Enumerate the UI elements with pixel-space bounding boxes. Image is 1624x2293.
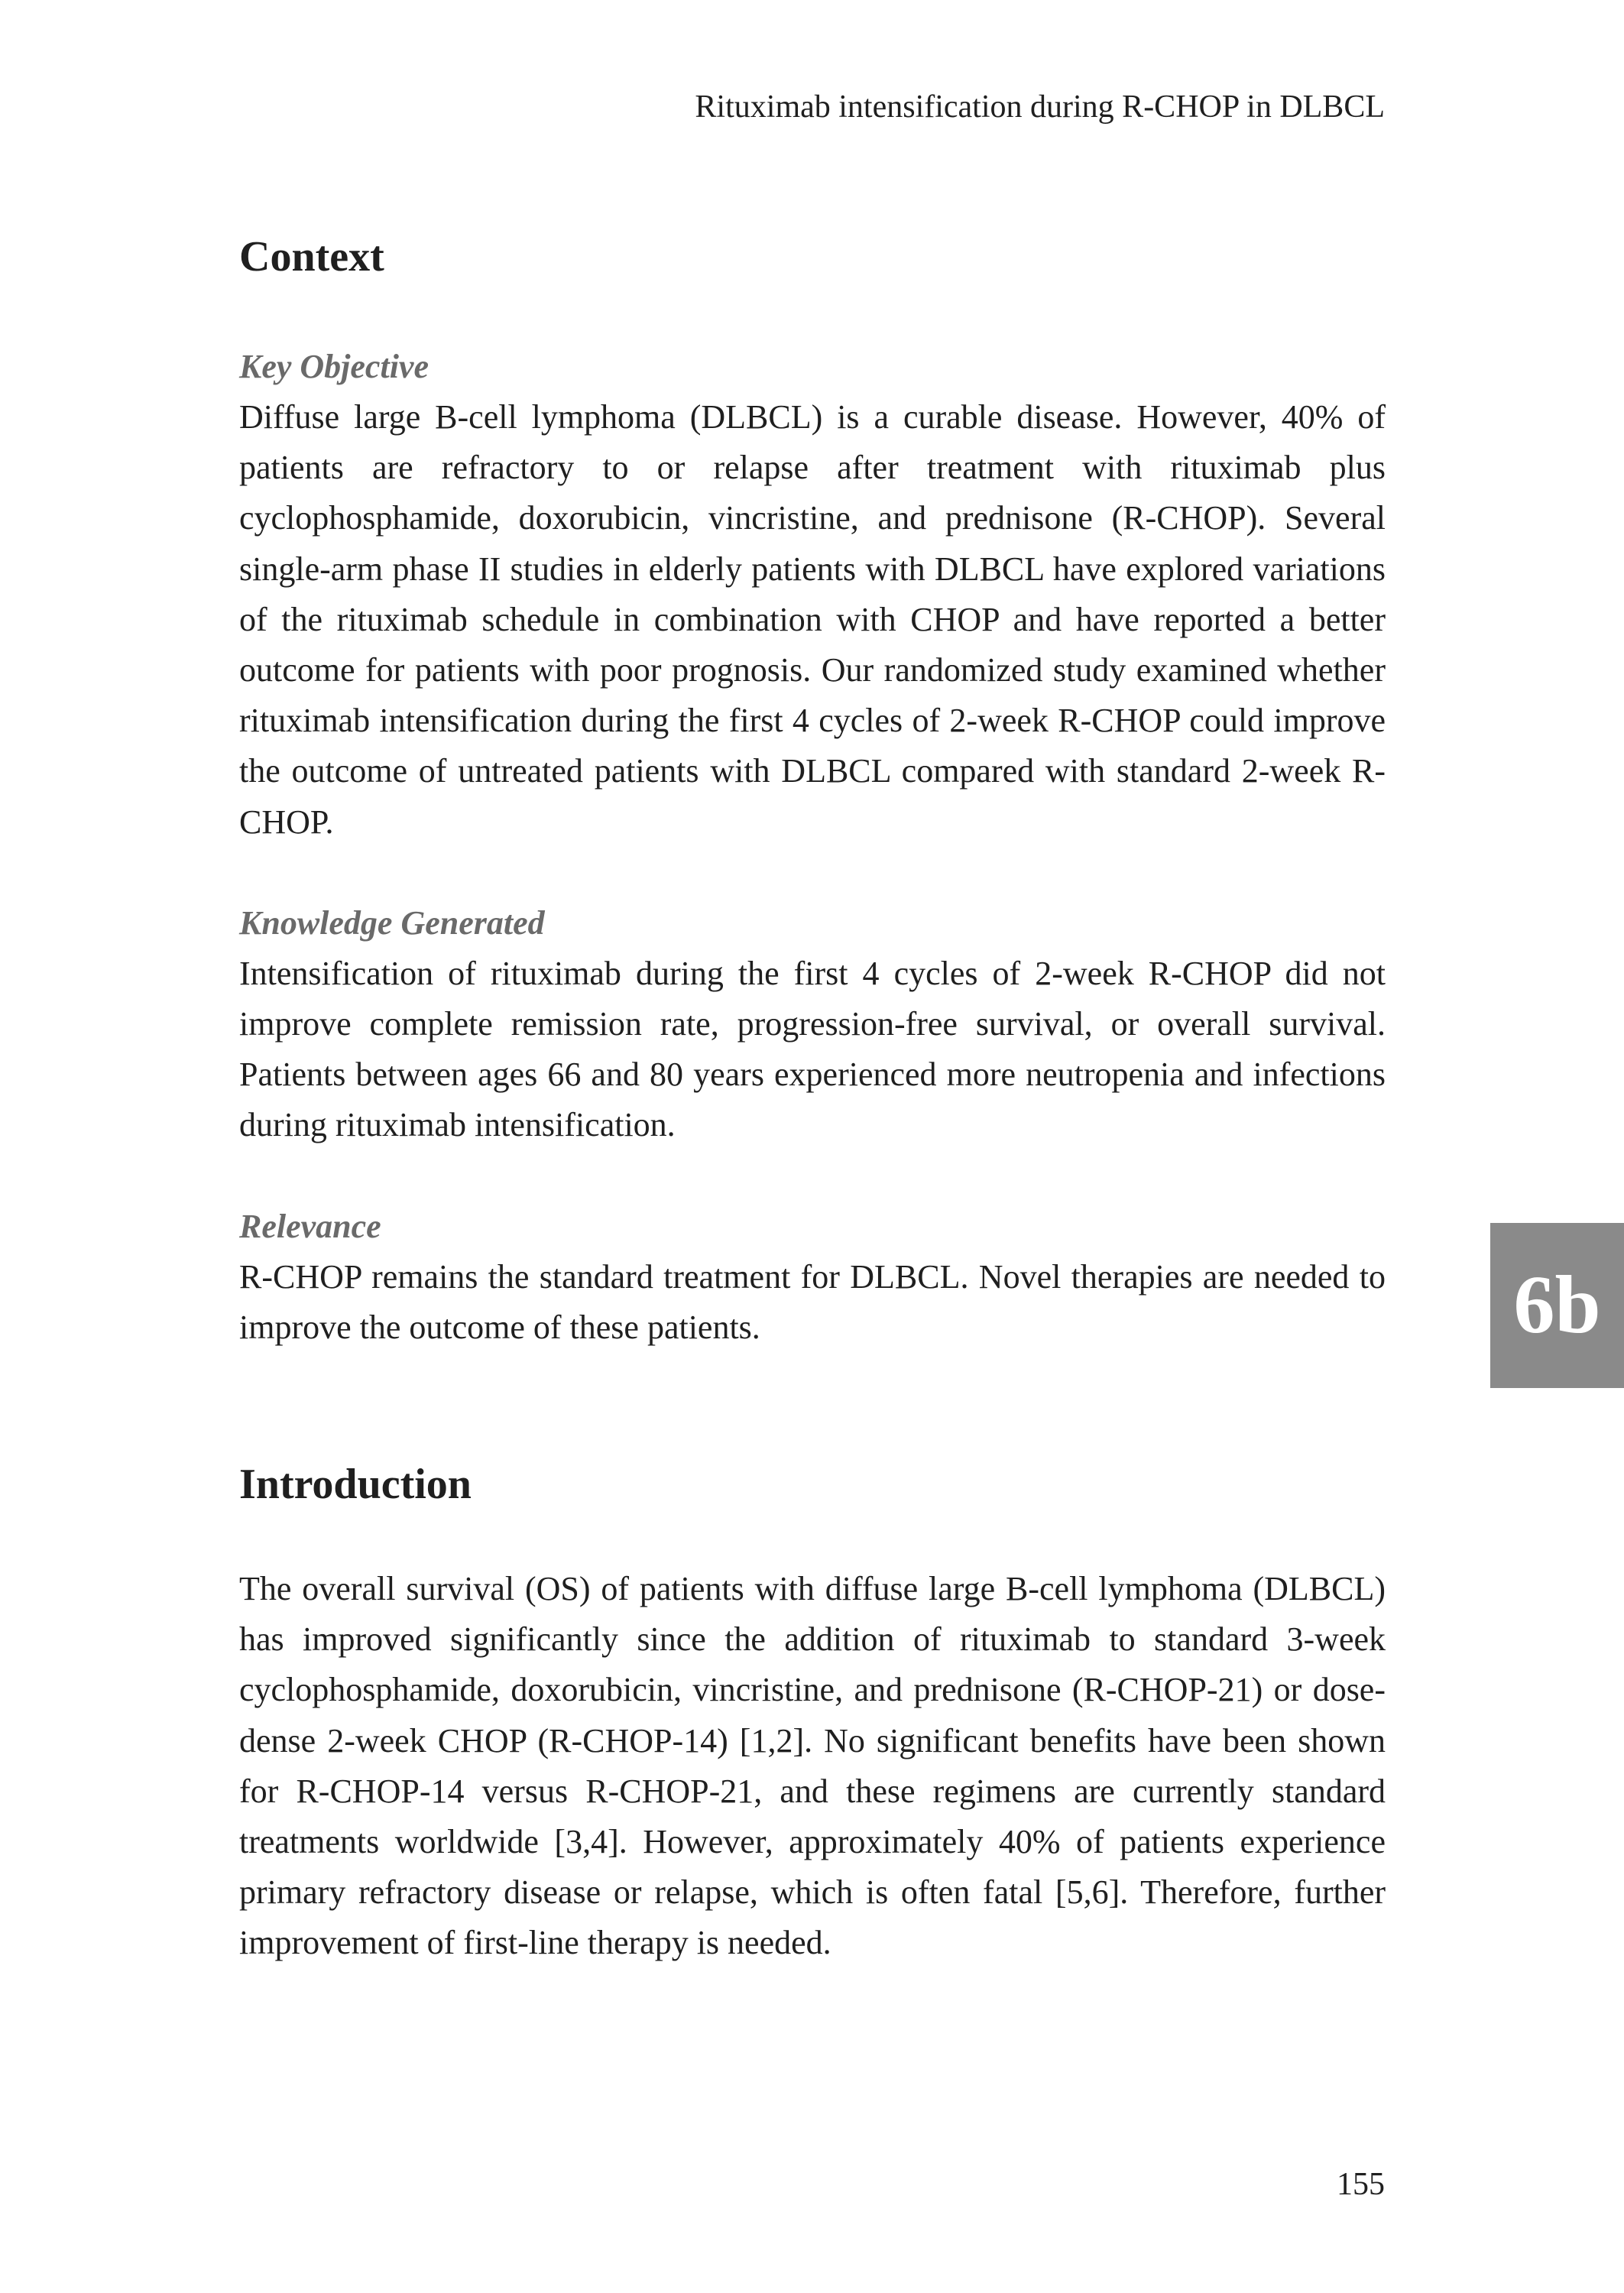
introduction-heading: Introduction	[239, 1461, 472, 1509]
chapter-tab: 6b	[1490, 1223, 1624, 1388]
key-objective-text: Diffuse large B-cell lymphoma (DLBCL) is a curable disease. However, 40% of patients are refractory to or relapse after treatment with rituximab plus cyclophosphamide, doxorubicin, vincristine, and prednisone (R-CHOP). Several single-arm phase II studies in elderly patients with DLBCL have explored variations of the rituximab schedule in combination with CHOP and have reported a better outcome for patients with poor prognosis. Our randomized study examined whether rituximab intensification during the first 4 cycles of 2-week R-CHOP could improve the outcome of untreated patients with DLBCL compared with standard 2-week R-CHOP.	[239, 398, 1386, 841]
context-heading: Context	[239, 233, 384, 281]
page-content	[239, 229, 1386, 1969]
knowledge-generated-label: Knowledge Generated	[239, 903, 545, 942]
running-header: Rituximab intensification during R-CHOP in DLBCL	[695, 89, 1385, 125]
relevance-text: R-CHOP remains the standard treatment for DLBCL. Novel therapies are needed to improve the outcome of these patients.	[239, 1257, 1386, 1346]
page-number: 155	[1337, 2167, 1385, 2202]
relevance-label: Relevance	[239, 1207, 381, 1245]
knowledge-generated-text: Intensification of rituximab during the first 4 cycles of 2-week R-CHOP did not improve complete remission rate, progression-free survival, or overall survival. Patients between ages 66 and 80 years experienced more neutropenia and infections during rituximab intensification.	[239, 954, 1386, 1144]
key-objective-label: Key Objective	[239, 348, 429, 385]
introduction-text: The overall survival (OS) of patients with diffuse large B-cell lymphoma (DLBCL) has improved significantly since the addition of rituximab to standard 3-week cyclophosphamide, doxorubicin, vincristine, and prednisone (R-CHOP-21) or dose-dense 2-week CHOP (R-CHOP-14) [1,2]. No significant benefits have been shown for R-CHOP-14 versus R-CHOP-21, and these regimens are currently standard treatments worldwide [3,4]. However, approximately 40% of patients experience primary refractory disease or relapse, which is often fatal [5,6]. Therefore, further improvement of first-line therapy is needed.	[239, 1570, 1386, 1962]
